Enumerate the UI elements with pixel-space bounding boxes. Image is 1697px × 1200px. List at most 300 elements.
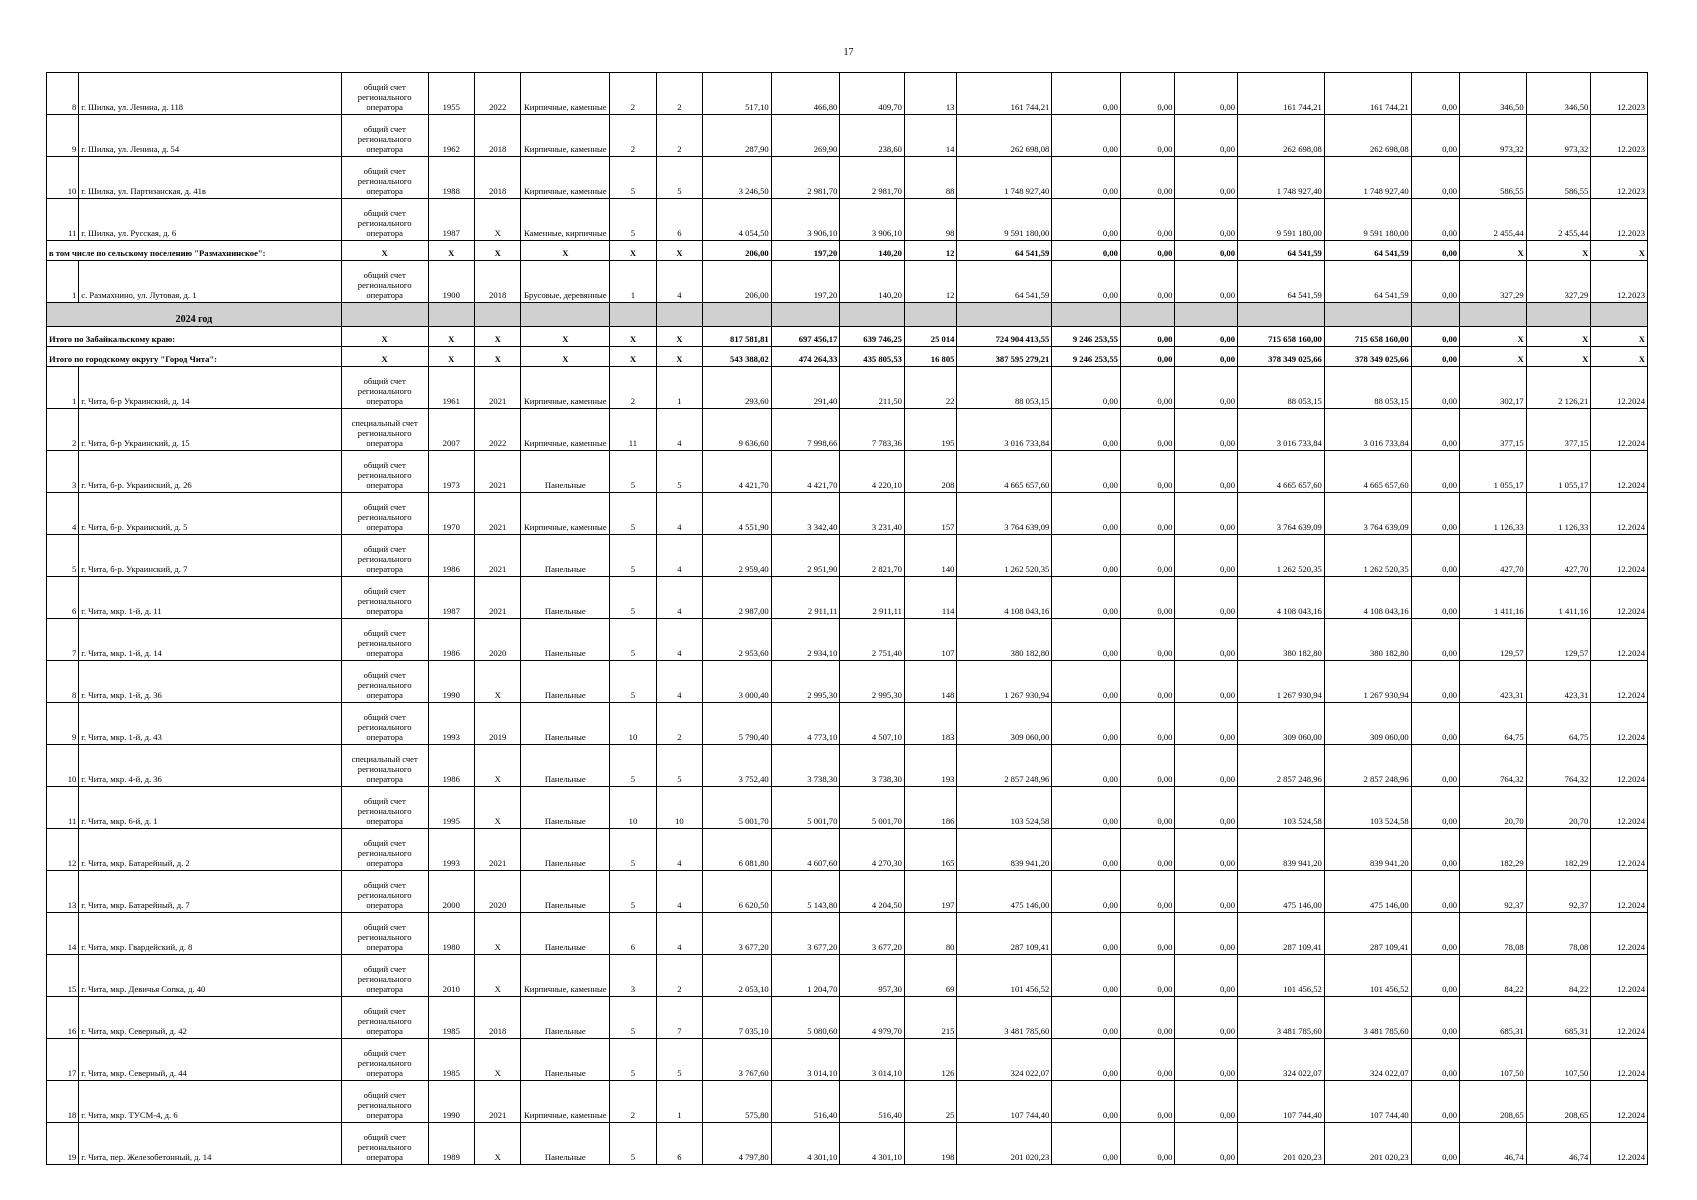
cell-cost-owners-fund: 380 182,80 bbox=[1324, 619, 1411, 661]
cell-cost-other: 0,00 bbox=[1411, 955, 1459, 997]
cell-area-premises: 3 738,30 bbox=[771, 745, 840, 787]
cell-unit-cost: 327,29 bbox=[1460, 261, 1527, 303]
cell-address: г. Чита, мкр. 1-й, д. 36 bbox=[79, 661, 341, 703]
cell-cost-owners-fund: 88 053,15 bbox=[1324, 367, 1411, 409]
cell-total-area: 2 959,40 bbox=[703, 535, 772, 577]
cell-residents: 80 bbox=[904, 913, 956, 955]
cell-year-built: 1988 bbox=[428, 157, 474, 199]
cell-unit-cost-limit: 46,74 bbox=[1526, 1123, 1591, 1165]
cell-cost-local: 0,00 bbox=[1175, 1081, 1238, 1123]
page-number: 17 bbox=[843, 47, 854, 58]
cell-account-type: специальный счет регионального оператора bbox=[341, 409, 428, 451]
cell-cost-local: 0,00 bbox=[1175, 261, 1238, 303]
cell-unit-cost: 586,55 bbox=[1460, 157, 1527, 199]
cell-area-residential: 2 995,30 bbox=[840, 661, 905, 703]
cell-unit-cost-limit: 107,50 bbox=[1526, 1039, 1591, 1081]
cell-unit-cost: 46,74 bbox=[1460, 1123, 1527, 1165]
table-row bbox=[47, 997, 1648, 1039]
cell-area-premises: 4 421,70 bbox=[771, 451, 840, 493]
cell-floors: 6 bbox=[610, 913, 656, 955]
cell-unit-cost-limit: 586,55 bbox=[1526, 157, 1591, 199]
cell-unit-cost: 64,75 bbox=[1460, 703, 1527, 745]
table-row bbox=[47, 199, 1648, 241]
subtotal-cell: 25 014 bbox=[904, 327, 956, 347]
cell-cost-regional: 0,00 bbox=[1120, 1039, 1175, 1081]
cell-cost-local: 0,00 bbox=[1175, 367, 1238, 409]
year-section-cell bbox=[1052, 303, 1121, 327]
cell-cost-other: 0,00 bbox=[1411, 157, 1459, 199]
cell-cost-other: 0,00 bbox=[1411, 409, 1459, 451]
cell-total-area: 5 790,40 bbox=[703, 703, 772, 745]
cell-wall-material: Каменные, кирпичные bbox=[521, 199, 610, 241]
cell-cost-other: 0,00 bbox=[1411, 997, 1459, 1039]
cell-cost-owners-fund: 201 020,23 bbox=[1324, 1123, 1411, 1165]
cell-area-residential: 238,60 bbox=[840, 115, 905, 157]
cell-cost-federal: 0,00 bbox=[1052, 157, 1121, 199]
cell-row-number: 14 bbox=[47, 913, 79, 955]
cell-completion-date: 12.2024 bbox=[1591, 745, 1648, 787]
cell-entrances: 5 bbox=[656, 1039, 702, 1081]
cell-residents: 14 bbox=[904, 115, 956, 157]
cell-wall-material: Панельные bbox=[521, 703, 610, 745]
cell-residents: 98 bbox=[904, 199, 956, 241]
cell-cost-local: 0,00 bbox=[1175, 745, 1238, 787]
cell-residents: 25 bbox=[904, 1081, 956, 1123]
cell-cost-other: 0,00 bbox=[1411, 115, 1459, 157]
subtotal-cell: Х bbox=[1591, 327, 1648, 347]
cell-address: г. Чита, б-р Украинский, д. 14 bbox=[79, 367, 341, 409]
year-section-cell bbox=[703, 303, 772, 327]
cell-year-last-repair: 2021 bbox=[474, 493, 520, 535]
cell-cost-local: 0,00 bbox=[1175, 829, 1238, 871]
housing-repair-table bbox=[46, 72, 1648, 1165]
cell-cost-federal: 0,00 bbox=[1052, 115, 1121, 157]
cell-cost-owners: 4 665 657,60 bbox=[1238, 451, 1325, 493]
cell-address: г. Чита, мкр. 4-й, д. 36 bbox=[79, 745, 341, 787]
cell-cost-local: 0,00 bbox=[1175, 73, 1238, 115]
cell-completion-date: 12.2024 bbox=[1591, 1039, 1648, 1081]
cell-completion-date: 12.2023 bbox=[1591, 73, 1648, 115]
year-section-cell bbox=[610, 303, 656, 327]
cell-entrances: 2 bbox=[656, 73, 702, 115]
cell-floors: 1 bbox=[610, 261, 656, 303]
cell-wall-material: Панельные bbox=[521, 787, 610, 829]
cell-area-residential: 3 738,30 bbox=[840, 745, 905, 787]
cell-cost-owners: 839 941,20 bbox=[1238, 829, 1325, 871]
table-row bbox=[47, 73, 1648, 115]
cell-cost-total: 161 744,21 bbox=[957, 73, 1052, 115]
cell-cost-owners: 64 541,59 bbox=[1238, 261, 1325, 303]
cell-residents: 126 bbox=[904, 1039, 956, 1081]
cell-account-type: общий счет регионального оператора bbox=[341, 157, 428, 199]
subtotal-cell: 474 264,33 bbox=[771, 347, 840, 367]
cell-completion-date: 12.2024 bbox=[1591, 619, 1648, 661]
cell-completion-date: 12.2023 bbox=[1591, 115, 1648, 157]
cell-completion-date: 12.2024 bbox=[1591, 997, 1648, 1039]
cell-unit-cost: 107,50 bbox=[1460, 1039, 1527, 1081]
cell-year-built: 1990 bbox=[428, 661, 474, 703]
cell-unit-cost-limit: 327,29 bbox=[1526, 261, 1591, 303]
cell-cost-local: 0,00 bbox=[1175, 115, 1238, 157]
cell-year-built: 2007 bbox=[428, 409, 474, 451]
cell-account-type: общий счет регионального оператора bbox=[341, 115, 428, 157]
cell-cost-federal: 0,00 bbox=[1052, 955, 1121, 997]
cell-unit-cost: 182,29 bbox=[1460, 829, 1527, 871]
year-section-cell bbox=[1411, 303, 1459, 327]
subtotal-cell: 378 349 025,66 bbox=[1324, 347, 1411, 367]
cell-unit-cost-limit: 346,50 bbox=[1526, 73, 1591, 115]
cell-address: г. Чита, б-р. Украинский, д. 5 bbox=[79, 493, 341, 535]
cell-year-last-repair: 2021 bbox=[474, 451, 520, 493]
cell-cost-regional: 0,00 bbox=[1120, 955, 1175, 997]
subtotal-label: в том числе по сельскому поселению "Размахнинское": bbox=[47, 241, 342, 261]
cell-completion-date: 12.2024 bbox=[1591, 409, 1648, 451]
cell-cost-total: 1 748 927,40 bbox=[957, 157, 1052, 199]
subtotal-cell: 0,00 bbox=[1175, 347, 1238, 367]
cell-cost-federal: 0,00 bbox=[1052, 787, 1121, 829]
cell-cost-total: 1 267 930,94 bbox=[957, 661, 1052, 703]
cell-cost-other: 0,00 bbox=[1411, 787, 1459, 829]
cell-address: г. Чита, мкр. Северный, д. 42 bbox=[79, 997, 341, 1039]
subtotal-cell: 16 805 bbox=[904, 347, 956, 367]
cell-entrances: 5 bbox=[656, 451, 702, 493]
table-row bbox=[47, 745, 1648, 787]
cell-address: с. Размахнино, ул. Лутовая, д. 1 bbox=[79, 261, 341, 303]
cell-year-last-repair: 2021 bbox=[474, 535, 520, 577]
cell-floors: 10 bbox=[610, 787, 656, 829]
year-section-row bbox=[47, 303, 1648, 327]
cell-unit-cost-limit: 685,31 bbox=[1526, 997, 1591, 1039]
cell-address: г. Шилка, ул. Русская, д. 6 bbox=[79, 199, 341, 241]
cell-cost-owners-fund: 9 591 180,00 bbox=[1324, 199, 1411, 241]
cell-unit-cost-limit: 2 126,21 bbox=[1526, 367, 1591, 409]
cell-year-built: 1970 bbox=[428, 493, 474, 535]
cell-cost-owners-fund: 262 698,08 bbox=[1324, 115, 1411, 157]
table-row bbox=[47, 1039, 1648, 1081]
cell-wall-material: Панельные bbox=[521, 829, 610, 871]
subtotal-cell: 697 456,17 bbox=[771, 327, 840, 347]
cell-wall-material: Кирпичные, каменные bbox=[521, 367, 610, 409]
cell-cost-owners: 309 060,00 bbox=[1238, 703, 1325, 745]
subtotal-cell: 0,00 bbox=[1175, 241, 1238, 261]
cell-cost-total: 3 016 733,84 bbox=[957, 409, 1052, 451]
cell-cost-owners: 287 109,41 bbox=[1238, 913, 1325, 955]
cell-unit-cost: 2 455,44 bbox=[1460, 199, 1527, 241]
cell-completion-date: 12.2024 bbox=[1591, 913, 1648, 955]
cell-total-area: 6 620,50 bbox=[703, 871, 772, 913]
subtotal-label: Итого по городскому округу "Город Чита": bbox=[47, 347, 342, 367]
cell-floors: 5 bbox=[610, 871, 656, 913]
cell-wall-material: Панельные bbox=[521, 745, 610, 787]
year-section-cell bbox=[474, 303, 520, 327]
cell-cost-federal: 0,00 bbox=[1052, 619, 1121, 661]
cell-account-type: общий счет регионального оператора bbox=[341, 73, 428, 115]
cell-floors: 5 bbox=[610, 1123, 656, 1165]
cell-cost-owners-fund: 3 764 639,09 bbox=[1324, 493, 1411, 535]
cell-cost-regional: 0,00 bbox=[1120, 619, 1175, 661]
year-section-cell bbox=[904, 303, 956, 327]
cell-unit-cost-limit: 208,65 bbox=[1526, 1081, 1591, 1123]
cell-total-area: 4 797,80 bbox=[703, 1123, 772, 1165]
cell-floors: 2 bbox=[610, 367, 656, 409]
cell-year-last-repair: 2020 bbox=[474, 619, 520, 661]
subtotal-cell: 378 349 025,66 bbox=[1238, 347, 1325, 367]
cell-floors: 5 bbox=[610, 535, 656, 577]
cell-row-number: 1 bbox=[47, 367, 79, 409]
cell-area-premises: 3 342,40 bbox=[771, 493, 840, 535]
cell-cost-total: 287 109,41 bbox=[957, 913, 1052, 955]
cell-account-type: общий счет регионального оператора bbox=[341, 829, 428, 871]
cell-cost-regional: 0,00 bbox=[1120, 535, 1175, 577]
cell-residents: 88 bbox=[904, 157, 956, 199]
cell-address: г. Чита, мкр. 6-й, д. 1 bbox=[79, 787, 341, 829]
cell-cost-owners-fund: 101 456,52 bbox=[1324, 955, 1411, 997]
cell-cost-local: 0,00 bbox=[1175, 871, 1238, 913]
cell-area-residential: 516,40 bbox=[840, 1081, 905, 1123]
cell-wall-material: Панельные bbox=[521, 451, 610, 493]
year-section-cell bbox=[1175, 303, 1238, 327]
cell-address: г. Чита, б-р Украинский, д. 15 bbox=[79, 409, 341, 451]
cell-cost-owners-fund: 103 524,58 bbox=[1324, 787, 1411, 829]
cell-floors: 2 bbox=[610, 1081, 656, 1123]
cell-cost-total: 9 591 180,00 bbox=[957, 199, 1052, 241]
cell-cost-owners: 3 764 639,09 bbox=[1238, 493, 1325, 535]
cell-cost-total: 839 941,20 bbox=[957, 829, 1052, 871]
cell-total-area: 3 246,50 bbox=[703, 157, 772, 199]
cell-area-residential: 409,70 bbox=[840, 73, 905, 115]
cell-cost-other: 0,00 bbox=[1411, 577, 1459, 619]
subtotal-cell: 435 805,53 bbox=[840, 347, 905, 367]
cell-completion-date: 12.2024 bbox=[1591, 1081, 1648, 1123]
cell-cost-other: 0,00 bbox=[1411, 829, 1459, 871]
cell-unit-cost-limit: 1 411,16 bbox=[1526, 577, 1591, 619]
cell-account-type: общий счет регионального оператора bbox=[341, 1039, 428, 1081]
cell-area-residential: 2 911,11 bbox=[840, 577, 905, 619]
cell-unit-cost-limit: 764,32 bbox=[1526, 745, 1591, 787]
subtotal-cell: 64 541,59 bbox=[1324, 241, 1411, 261]
cell-cost-other: 0,00 bbox=[1411, 73, 1459, 115]
cell-completion-date: 12.2023 bbox=[1591, 261, 1648, 303]
cell-total-area: 6 081,80 bbox=[703, 829, 772, 871]
cell-account-type: общий счет регионального оператора bbox=[341, 535, 428, 577]
cell-cost-local: 0,00 bbox=[1175, 1039, 1238, 1081]
cell-entrances: 2 bbox=[656, 955, 702, 997]
cell-cost-total: 101 456,52 bbox=[957, 955, 1052, 997]
cell-year-last-repair: Х bbox=[474, 787, 520, 829]
cell-floors: 10 bbox=[610, 703, 656, 745]
cell-cost-regional: 0,00 bbox=[1120, 261, 1175, 303]
cell-total-area: 2 987,00 bbox=[703, 577, 772, 619]
cell-cost-local: 0,00 bbox=[1175, 535, 1238, 577]
cell-year-last-repair: 2022 bbox=[474, 409, 520, 451]
cell-entrances: 4 bbox=[656, 535, 702, 577]
subtotal-cell: Х bbox=[1526, 327, 1591, 347]
cell-unit-cost: 1 411,16 bbox=[1460, 577, 1527, 619]
cell-cost-other: 0,00 bbox=[1411, 1039, 1459, 1081]
cell-cost-regional: 0,00 bbox=[1120, 787, 1175, 829]
cell-cost-regional: 0,00 bbox=[1120, 913, 1175, 955]
cell-cost-total: 4 108 043,16 bbox=[957, 577, 1052, 619]
cell-cost-local: 0,00 bbox=[1175, 913, 1238, 955]
cell-floors: 5 bbox=[610, 829, 656, 871]
cell-completion-date: 12.2024 bbox=[1591, 787, 1648, 829]
year-section-cell bbox=[1591, 303, 1648, 327]
cell-row-number: 4 bbox=[47, 493, 79, 535]
cell-cost-federal: 0,00 bbox=[1052, 451, 1121, 493]
cell-cost-owners-fund: 64 541,59 bbox=[1324, 261, 1411, 303]
cell-cost-total: 324 022,07 bbox=[957, 1039, 1052, 1081]
cell-row-number: 16 bbox=[47, 997, 79, 1039]
table-row bbox=[47, 913, 1648, 955]
cell-cost-owners: 475 146,00 bbox=[1238, 871, 1325, 913]
cell-area-residential: 957,30 bbox=[840, 955, 905, 997]
cell-cost-total: 3 481 785,60 bbox=[957, 997, 1052, 1039]
cell-account-type: общий счет регионального оператора bbox=[341, 1123, 428, 1165]
cell-cost-owners: 380 182,80 bbox=[1238, 619, 1325, 661]
cell-address: г. Шилка, ул. Ленина, д. 54 bbox=[79, 115, 341, 157]
subtotal-cell: Х bbox=[1460, 327, 1527, 347]
cell-address: г. Чита, б-р. Украинский, д. 7 bbox=[79, 535, 341, 577]
cell-cost-local: 0,00 bbox=[1175, 577, 1238, 619]
cell-cost-federal: 0,00 bbox=[1052, 199, 1121, 241]
cell-unit-cost: 302,17 bbox=[1460, 367, 1527, 409]
subtotal-cell: Х bbox=[341, 327, 428, 347]
cell-cost-owners-fund: 3 016 733,84 bbox=[1324, 409, 1411, 451]
cell-unit-cost: 423,31 bbox=[1460, 661, 1527, 703]
cell-cost-owners-fund: 1 262 520,35 bbox=[1324, 535, 1411, 577]
cell-year-built: 1955 bbox=[428, 73, 474, 115]
cell-total-area: 7 035,10 bbox=[703, 997, 772, 1039]
cell-entrances: 4 bbox=[656, 619, 702, 661]
cell-wall-material: Панельные bbox=[521, 871, 610, 913]
cell-entrances: 4 bbox=[656, 493, 702, 535]
cell-row-number: 10 bbox=[47, 157, 79, 199]
cell-year-last-repair: 2021 bbox=[474, 577, 520, 619]
cell-total-area: 287,90 bbox=[703, 115, 772, 157]
cell-cost-owners-fund: 1 748 927,40 bbox=[1324, 157, 1411, 199]
cell-entrances: 2 bbox=[656, 115, 702, 157]
cell-unit-cost: 377,15 bbox=[1460, 409, 1527, 451]
cell-cost-federal: 0,00 bbox=[1052, 661, 1121, 703]
cell-floors: 2 bbox=[610, 73, 656, 115]
table-row bbox=[47, 261, 1648, 303]
cell-cost-owners-fund: 324 022,07 bbox=[1324, 1039, 1411, 1081]
cell-year-built: 1985 bbox=[428, 997, 474, 1039]
subtotal-cell: Х bbox=[521, 241, 610, 261]
cell-year-last-repair: 2021 bbox=[474, 829, 520, 871]
cell-year-built: 1993 bbox=[428, 703, 474, 745]
cell-year-built: 1961 bbox=[428, 367, 474, 409]
cell-cost-total: 103 524,58 bbox=[957, 787, 1052, 829]
year-section-cell bbox=[428, 303, 474, 327]
cell-total-area: 517,10 bbox=[703, 73, 772, 115]
cell-row-number: 7 bbox=[47, 619, 79, 661]
cell-address: г. Чита, мкр. Батарейный, д. 2 bbox=[79, 829, 341, 871]
cell-wall-material: Кирпичные, каменные bbox=[521, 955, 610, 997]
cell-unit-cost-limit: 973,32 bbox=[1526, 115, 1591, 157]
cell-completion-date: 12.2023 bbox=[1591, 199, 1648, 241]
cell-cost-local: 0,00 bbox=[1175, 1123, 1238, 1165]
cell-area-residential: 2 751,40 bbox=[840, 619, 905, 661]
subtotal-cell: 9 246 253,55 bbox=[1052, 347, 1121, 367]
cell-cost-federal: 0,00 bbox=[1052, 829, 1121, 871]
cell-cost-total: 380 182,80 bbox=[957, 619, 1052, 661]
cell-cost-owners: 4 108 043,16 bbox=[1238, 577, 1325, 619]
cell-cost-regional: 0,00 bbox=[1120, 1123, 1175, 1165]
cell-cost-regional: 0,00 bbox=[1120, 409, 1175, 451]
cell-year-built: 1987 bbox=[428, 199, 474, 241]
cell-year-last-repair: Х bbox=[474, 1039, 520, 1081]
cell-cost-federal: 0,00 bbox=[1052, 913, 1121, 955]
cell-year-built: 1989 bbox=[428, 1123, 474, 1165]
cell-area-premises: 3 014,10 bbox=[771, 1039, 840, 1081]
cell-year-built: 2000 bbox=[428, 871, 474, 913]
cell-address: г. Чита, мкр. Батарейный, д. 7 bbox=[79, 871, 341, 913]
subtotal-cell: Х bbox=[521, 347, 610, 367]
cell-area-premises: 3 906,10 bbox=[771, 199, 840, 241]
cell-area-premises: 5 080,60 bbox=[771, 997, 840, 1039]
cell-year-last-repair: Х bbox=[474, 199, 520, 241]
cell-unit-cost-limit: 84,22 bbox=[1526, 955, 1591, 997]
cell-cost-other: 0,00 bbox=[1411, 199, 1459, 241]
cell-cost-other: 0,00 bbox=[1411, 1081, 1459, 1123]
cell-address: г. Чита, мкр. 1-й, д. 43 bbox=[79, 703, 341, 745]
year-section-cell bbox=[341, 303, 428, 327]
subtotal-cell: Х bbox=[474, 241, 520, 261]
cell-account-type: общий счет регионального оператора bbox=[341, 493, 428, 535]
cell-residents: 193 bbox=[904, 745, 956, 787]
cell-total-area: 3 767,60 bbox=[703, 1039, 772, 1081]
cell-year-built: 1986 bbox=[428, 535, 474, 577]
cell-area-residential: 2 981,70 bbox=[840, 157, 905, 199]
cell-account-type: общий счет регионального оператора bbox=[341, 661, 428, 703]
cell-cost-other: 0,00 bbox=[1411, 367, 1459, 409]
cell-wall-material: Панельные bbox=[521, 577, 610, 619]
cell-residents: 183 bbox=[904, 703, 956, 745]
cell-cost-other: 0,00 bbox=[1411, 493, 1459, 535]
cell-floors: 5 bbox=[610, 1039, 656, 1081]
cell-account-type: общий счет регионального оператора bbox=[341, 955, 428, 997]
cell-total-area: 575,80 bbox=[703, 1081, 772, 1123]
cell-area-premises: 4 607,60 bbox=[771, 829, 840, 871]
cell-unit-cost-limit: 1 126,33 bbox=[1526, 493, 1591, 535]
cell-unit-cost-limit: 129,57 bbox=[1526, 619, 1591, 661]
cell-cost-federal: 0,00 bbox=[1052, 535, 1121, 577]
cell-year-last-repair: Х bbox=[474, 745, 520, 787]
cell-area-premises: 466,80 bbox=[771, 73, 840, 115]
cell-unit-cost: 427,70 bbox=[1460, 535, 1527, 577]
cell-entrances: 10 bbox=[656, 787, 702, 829]
subtotal-cell: 206,00 bbox=[703, 241, 772, 261]
cell-cost-local: 0,00 bbox=[1175, 409, 1238, 451]
cell-account-type: общий счет регионального оператора bbox=[341, 619, 428, 661]
cell-entrances: 1 bbox=[656, 1081, 702, 1123]
cell-unit-cost-limit: 423,31 bbox=[1526, 661, 1591, 703]
cell-total-area: 4 551,90 bbox=[703, 493, 772, 535]
cell-cost-local: 0,00 bbox=[1175, 661, 1238, 703]
cell-year-last-repair: 2022 bbox=[474, 73, 520, 115]
cell-area-premises: 2 951,90 bbox=[771, 535, 840, 577]
cell-unit-cost-limit: 1 055,17 bbox=[1526, 451, 1591, 493]
table-row bbox=[47, 451, 1648, 493]
cell-area-premises: 3 677,20 bbox=[771, 913, 840, 955]
cell-total-area: 4 054,50 bbox=[703, 199, 772, 241]
cell-cost-other: 0,00 bbox=[1411, 745, 1459, 787]
cell-cost-owners-fund: 1 267 930,94 bbox=[1324, 661, 1411, 703]
cell-cost-owners-fund: 161 744,21 bbox=[1324, 73, 1411, 115]
year-section-cell bbox=[1324, 303, 1411, 327]
cell-area-residential: 3 231,40 bbox=[840, 493, 905, 535]
